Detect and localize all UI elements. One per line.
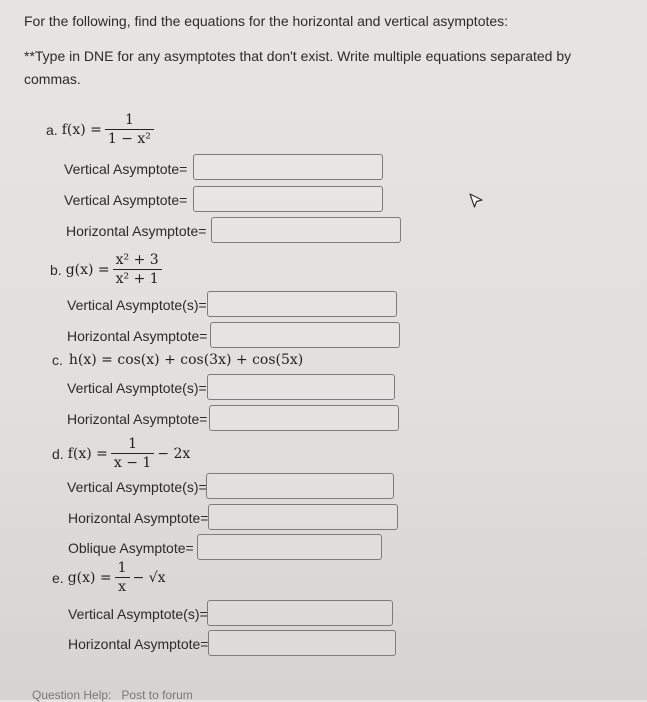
- problem-b-field-2-label: Horizontal Asymptote=: [67, 328, 208, 344]
- problem-a-field-3-label: Horizontal Asymptote=: [66, 223, 207, 239]
- problem-e-field-1-label: Vertical Asymptote(s)=: [68, 606, 208, 622]
- problem-d-lhs: f(x) =: [67, 445, 108, 462]
- problem-c-horizontal-asymptote-input[interactable]: [209, 405, 399, 431]
- problem-b-denominator: x² + 1: [115, 271, 159, 287]
- problem-d-field-3-label: Oblique Asymptote=: [68, 540, 194, 556]
- question-help-label: Question Help:: [32, 688, 112, 702]
- problem-e-vertical-asymptote-input[interactable]: [207, 600, 393, 626]
- problem-a-numerator: 1: [105, 112, 154, 130]
- problem-c-field-2-label: Horizontal Asymptote=: [67, 411, 208, 427]
- problem-d-field-1-label: Vertical Asymptote(s)=: [67, 479, 207, 495]
- problem-e-horizontal-asymptote-input[interactable]: [208, 630, 396, 656]
- problem-e-fraction: [115, 560, 130, 595]
- problem-c-field-1-label: Vertical Asymptote(s)=: [67, 380, 207, 396]
- problem-c-equation: [52, 352, 303, 368]
- problem-e-field-2-label: Horizontal Asymptote=: [68, 636, 209, 652]
- problem-b-field-1-label: Vertical Asymptote(s)=: [67, 297, 207, 313]
- problem-a-lhs: f(x) =: [61, 121, 102, 138]
- problem-d-vertical-asymptote-input[interactable]: [206, 473, 394, 499]
- problem-a-field-2-label: Vertical Asymptote=: [64, 192, 188, 208]
- problem-d-field-2-label: Horizontal Asymptote=: [68, 510, 209, 526]
- problem-c-expression: h(x) = cos(x) + cos(3x) + cos(5x): [68, 352, 304, 368]
- problem-b-fraction: [113, 252, 162, 287]
- problem-e-tail: − √x: [132, 569, 166, 586]
- problem-a-fraction: [105, 112, 154, 147]
- problem-e-numerator: 1: [115, 560, 130, 578]
- problem-d-tail: − 2x: [157, 445, 191, 462]
- problem-a-label: a.: [46, 121, 58, 138]
- instruction-note: **Type in DNE for any asymptotes that don't exist. Write multiple equations separated by: [24, 48, 572, 64]
- problem-b-lhs: g(x) =: [65, 261, 110, 278]
- mouse-pointer-icon: [467, 192, 485, 210]
- problem-d-fraction: [111, 436, 154, 471]
- problem-c-label: c.: [52, 352, 63, 368]
- problem-c-vertical-asymptote-input[interactable]: [207, 374, 395, 400]
- problem-e-equation: [52, 560, 166, 595]
- problem-b-horizontal-asymptote-input[interactable]: [210, 322, 400, 348]
- problem-e-denominator: x: [118, 579, 127, 595]
- problem-d-equation: [52, 436, 190, 471]
- problem-a-horizontal-asymptote-input[interactable]: [211, 217, 401, 243]
- problem-b-vertical-asymptote-input[interactable]: [207, 291, 397, 317]
- problem-d-horizontal-asymptote-input[interactable]: [208, 504, 398, 530]
- problem-a-denominator: 1 − x²: [107, 131, 151, 147]
- problem-d-oblique-asymptote-input[interactable]: [197, 534, 382, 560]
- problem-a-field-1-label: Vertical Asymptote=: [64, 161, 188, 177]
- problem-b-numerator: x² + 3: [113, 252, 162, 270]
- instruction-note-cont: commas.: [24, 71, 81, 87]
- problem-d-label: d.: [52, 445, 64, 462]
- problem-e-label: e.: [52, 569, 64, 586]
- post-to-forum-link[interactable]: Post to forum: [121, 688, 193, 702]
- instruction-heading: For the following, find the equations for the horizontal and vertical asymptotes:: [24, 13, 509, 29]
- problem-a-vertical-asymptote-1-input[interactable]: [193, 154, 383, 180]
- problem-d-denominator: x − 1: [113, 455, 152, 471]
- problem-e-lhs: g(x) =: [67, 569, 112, 586]
- problem-a-vertical-asymptote-2-input[interactable]: [193, 186, 383, 212]
- problem-d-numerator: 1: [111, 436, 154, 454]
- problem-b-label: b.: [50, 261, 62, 278]
- problem-b-equation: [50, 252, 165, 287]
- problem-a-equation: [46, 112, 157, 147]
